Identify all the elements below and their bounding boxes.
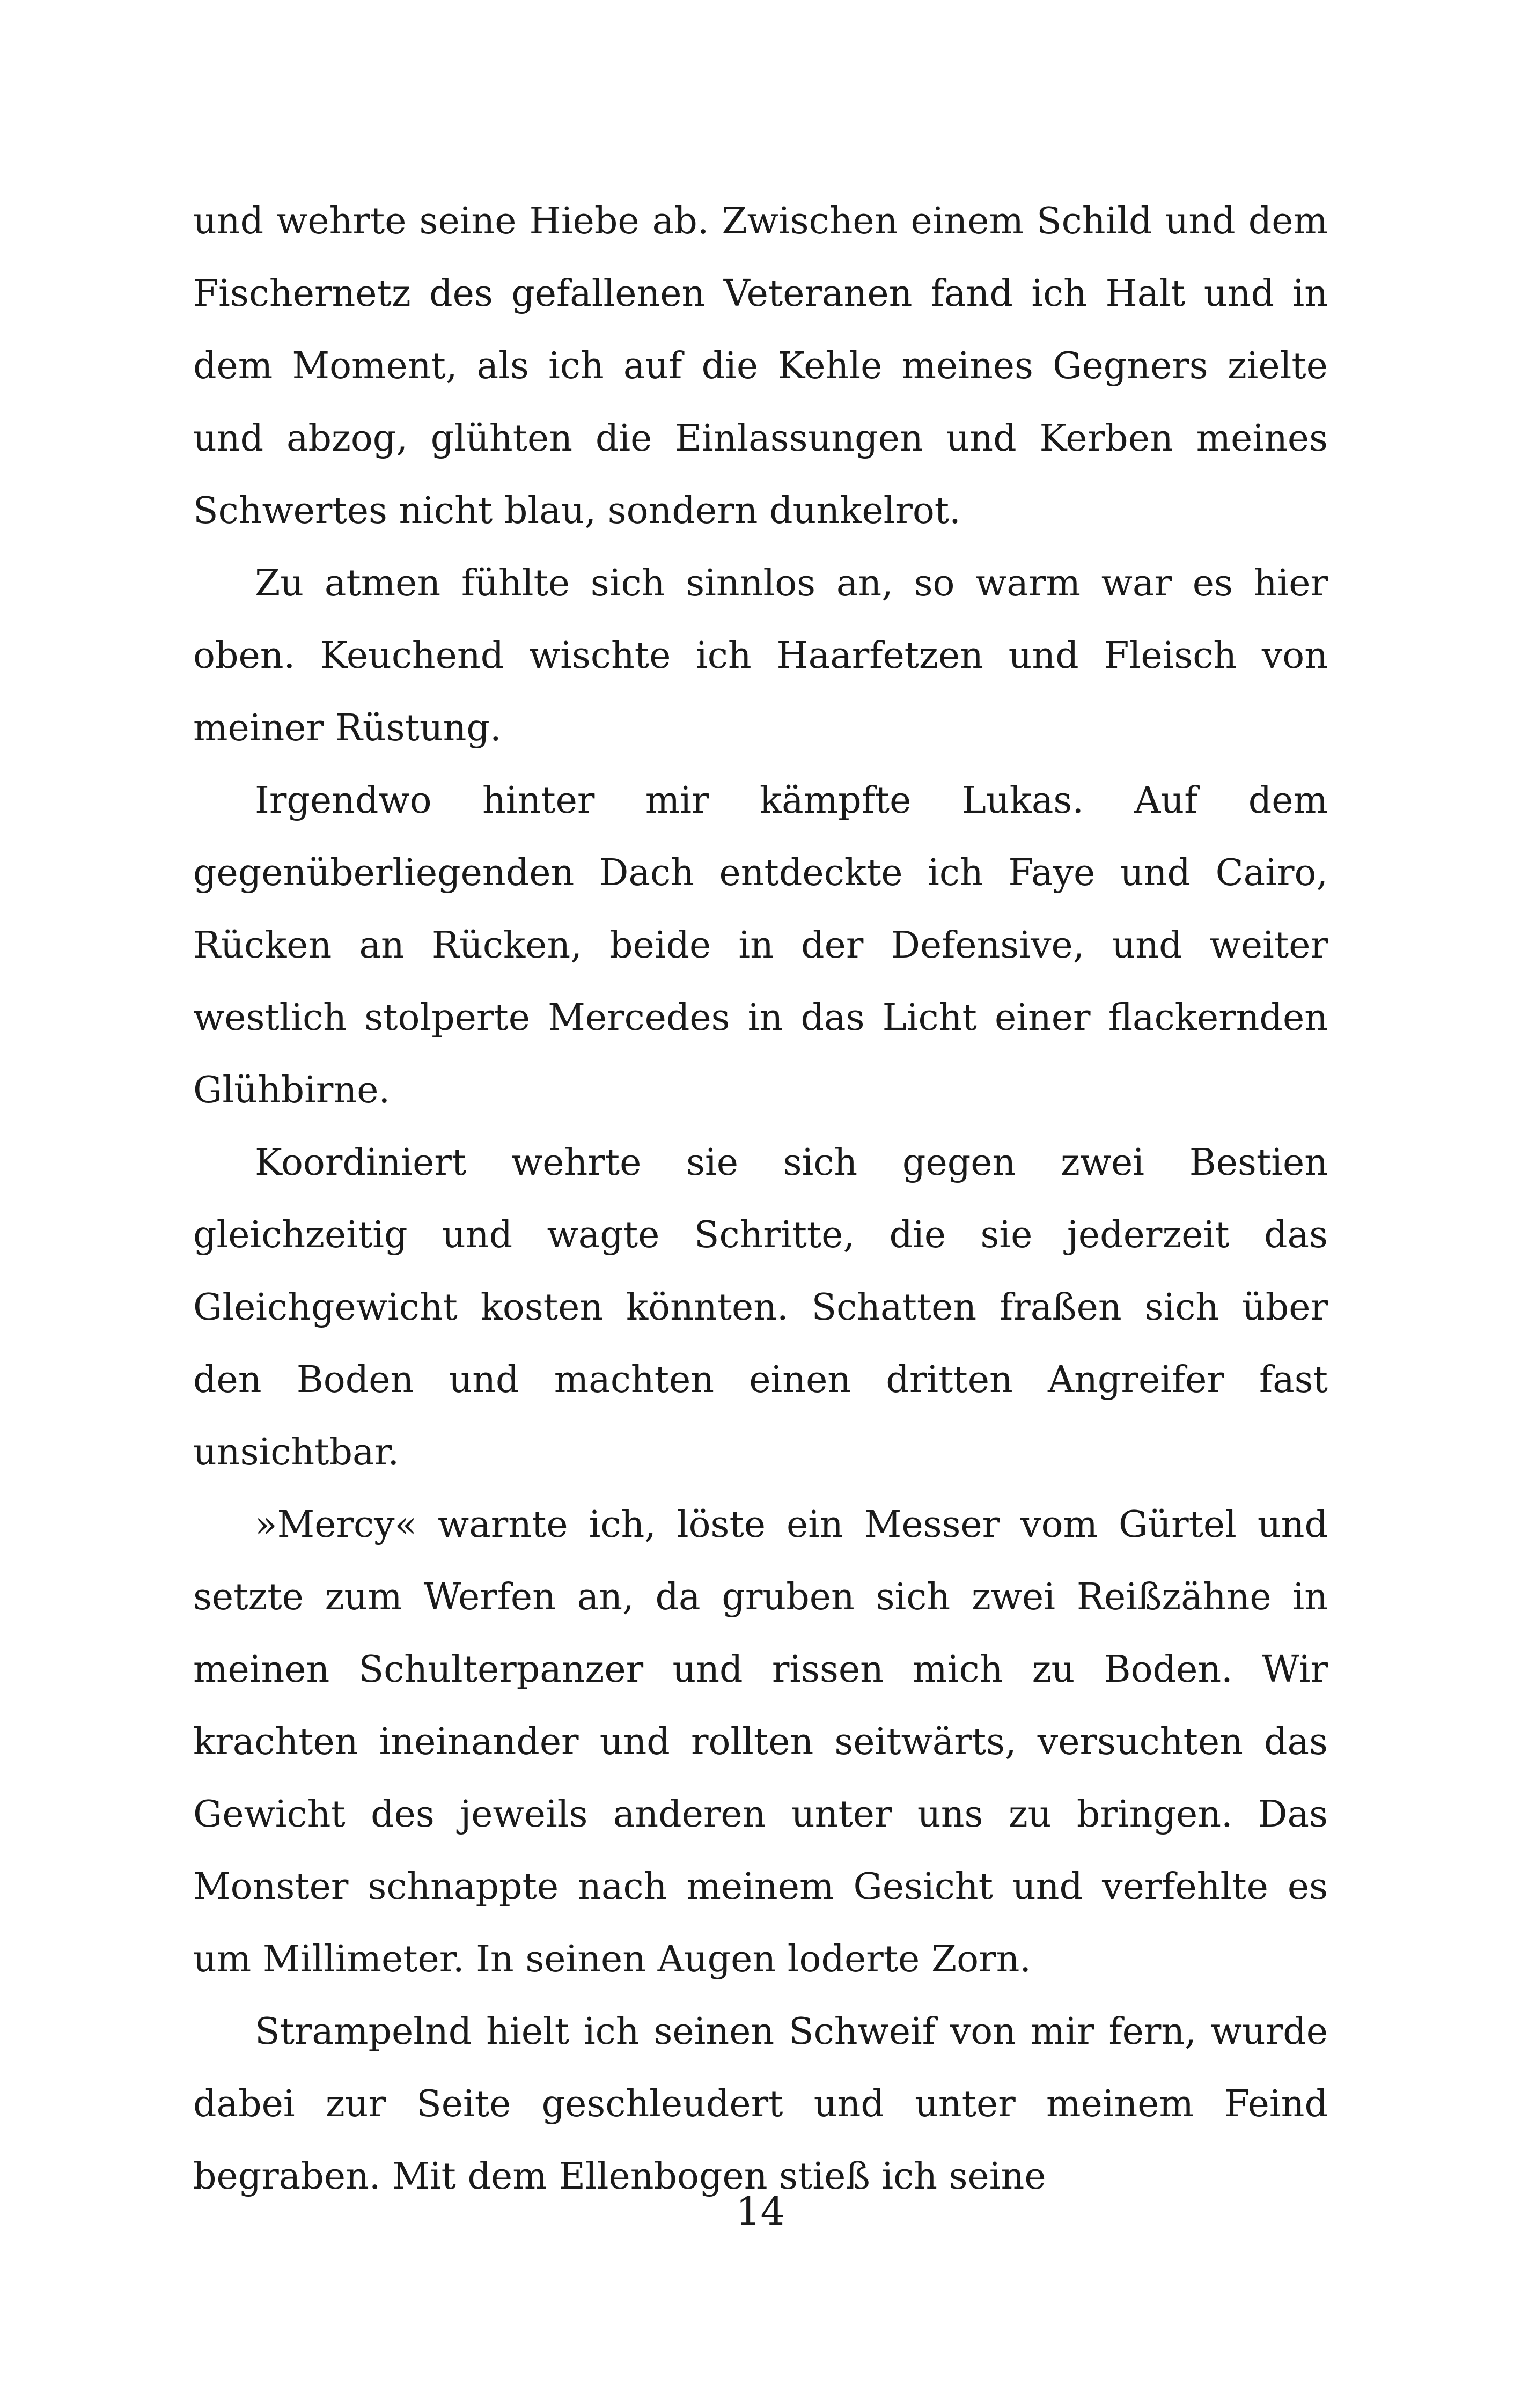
page-number: 14 [736, 2189, 785, 2234]
paragraph-2: Zu atmen fühlte sich sinnlos an, so warm war es hier oben. Keuchend wischte ich Haarfetzen und Fleisch von meiner Rüstung. [193, 562, 1328, 749]
paragraph-6: Strampelnd hielt ich seinen Schweif von mir fern, wurde dabei zur Seite geschleudert und unter meinem Feind begraben. Mit dem Ellenbogen stieß ich seine [193, 2011, 1328, 2198]
paragraph-3: Irgendwo hinter mir kämpfte Lukas. Auf dem gegenüberliegenden Dach entdeckte ich Faye und Cairo, Rücken an Rücken, beide in der Defensive, und weiter westlich stolperte Mercedes in das Licht einer flackernden Glühbirne. [193, 779, 1328, 1111]
paragraph-5: »Mercy« warnte ich, löste ein Messer vom Gürtel und setzte zum Werfen an, da gruben sich zwei Reißzähne in meinen Schulterpanzer und rissen mich zu Boden. Wir krachten ineinander und rollten seitwärts, versuchten das Gewicht des jeweils anderen unter uns zu bringen. Das Monster schnappte nach meinem Gesicht und verfehlte es um Millimeter. In seinen Augen loderte Zorn. [193, 1504, 1328, 1980]
paragraph-1: und wehrte seine Hiebe ab. Zwischen einem Schild und dem Fischernetz des gefallenen Veteranen fand ich Halt und in dem Moment, als ich auf die Kehle meines Gegners zielte und abzog, glühten die Einlassungen und Kerben meines Schwertes nicht blau, sondern dunkelrot. [193, 200, 1328, 532]
paragraph-4: Koordiniert wehrte sie sich gegen zwei Bestien gleichzeitig und wagte Schritte, die sie jederzeit das Gleichgewicht kosten könnten. Schatten fraßen sich über den Boden und machten einen dritten Angreifer fast unsichtbar. [193, 1142, 1328, 1474]
body-text [193, 185, 1328, 2213]
